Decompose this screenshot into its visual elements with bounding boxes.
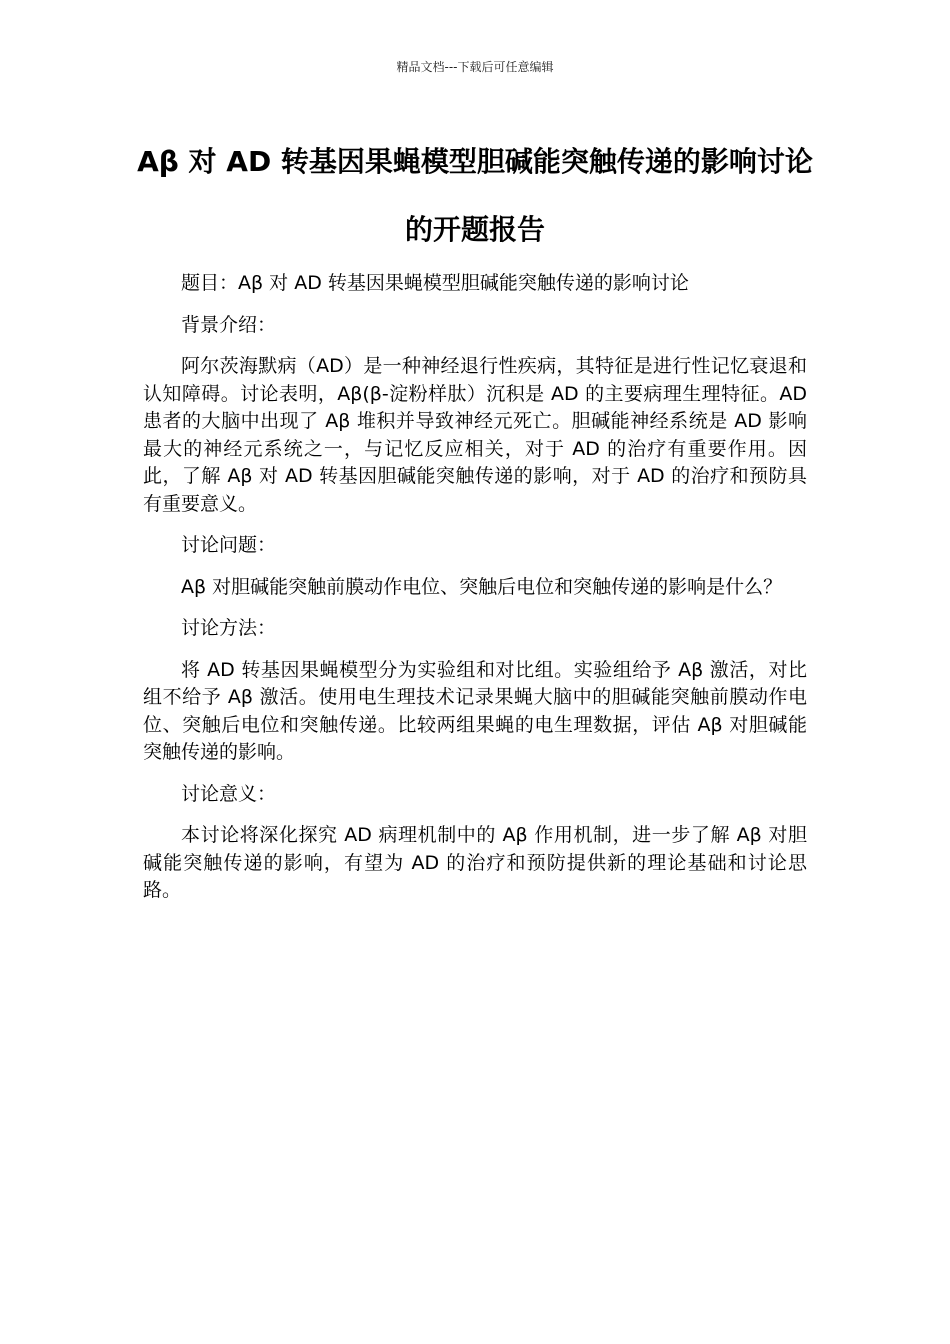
document-body — [143, 270, 807, 919]
significance-heading: 讨论意义： — [181, 782, 277, 805]
header-note: 精品文档---下载后可任意编辑 — [396, 60, 554, 74]
topic-line: 题目：Aβ 对 AD 转基因果蝇模型胆碱能突触传递的影响讨论 — [181, 272, 689, 294]
background-heading: 背景介绍： — [181, 313, 277, 336]
method-paragraph: 将 AD 转基因果蝇模型分为实验组和对比组。实验组给予 Aβ 激活，对比组不给予 Aβ 激活。使用电生理技术记录果蝇大脑中的胆碱能突触前膜动作电位、突触后电位和突触传递。比较两组果蝇的电生理数据，评估 Aβ 对胆碱能突触传递的影响。 — [143, 658, 807, 763]
question-paragraph: Aβ 对胆碱能突触前膜动作电位、突触后电位和突触传递的影响是什么？ — [181, 575, 783, 598]
background-paragraph: 阿尔茨海默病（AD）是一种神经退行性疾病，其特征是进行性记忆衰退和认知障碍。讨论表明，Aβ(β-淀粉样肽）沉积是 AD 的主要病理生理特征。AD 患者的大脑中出现了 Aβ 堆积并导致神经元死亡。胆碱能神经系统是 AD 影响最大的神经元系统之一，与记忆反应相关，对于 AD 的治疗有重要作用。因此，了解 Aβ 对 AD 转基因胆碱能突触传递的影响，对于 AD 的治疗和预防具有重要意义。 — [143, 355, 807, 515]
significance-paragraph: 本讨论将深化探究 AD 病理机制中的 Aβ 作用机制，进一步了解 Aβ 对胆碱能突触传递的影响，有望为 AD 的治疗和预防提供新的理论基础和讨论思路。 — [143, 824, 807, 901]
method-heading: 讨论方法： — [181, 617, 277, 639]
question-heading: 讨论问题： — [181, 534, 277, 556]
document-title: Aβ 对 AD 转基因果蝇模型胆碱能突触传递的影响讨论的开题报告 — [137, 145, 813, 246]
